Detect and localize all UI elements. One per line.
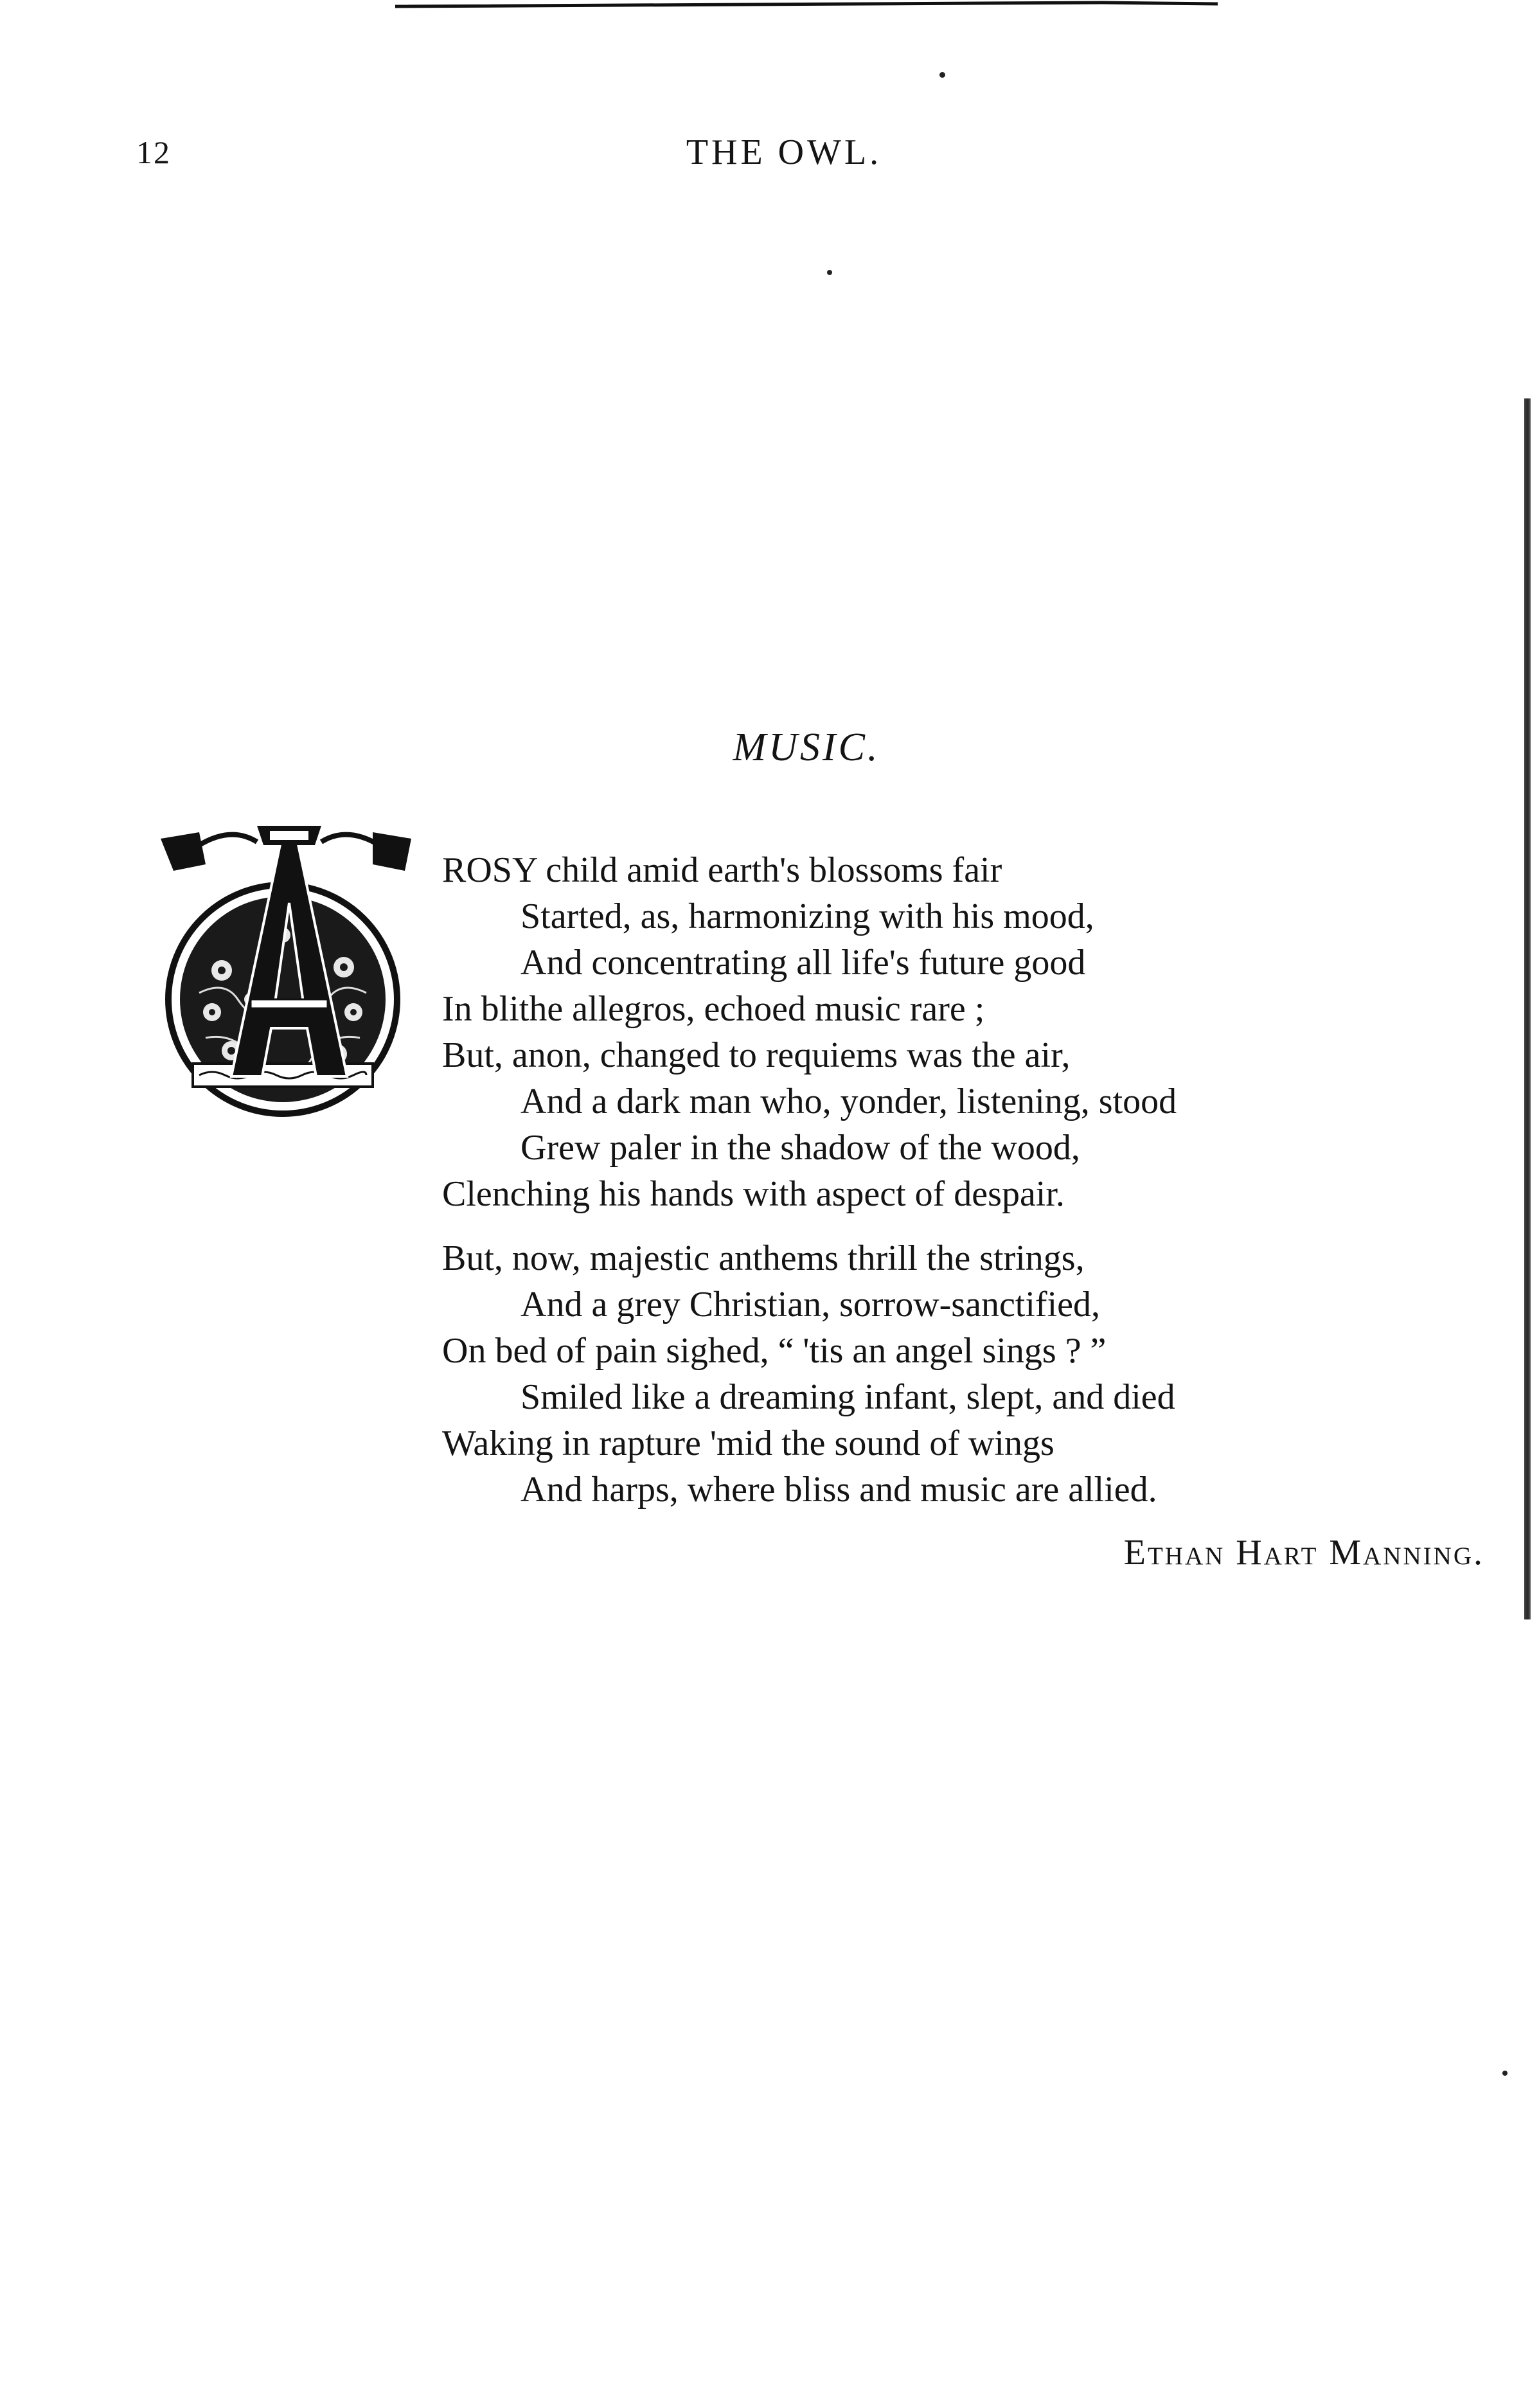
scan-speck (939, 72, 945, 78)
poem-line: And a grey Christian, sorrow-sanctified, (520, 1285, 1100, 1324)
poem-line: And concentrating all life's future good (520, 943, 1086, 983)
running-head: THE OWL. (686, 132, 882, 172)
poem-line: Clenching his hands with aspect of despair. (442, 1174, 1065, 1214)
poem-line: But, now, majestic anthems thrill the strings, (442, 1238, 1085, 1278)
page-number: 12 (136, 134, 171, 170)
page-edge-shadow (1524, 398, 1531, 1619)
top-rule (395, 0, 1218, 9)
stanza-break (442, 1217, 1522, 1235)
poem-line: And harps, where bliss and music are allied. (520, 1470, 1157, 1510)
poem-line: In blithe allegros, echoed music rare ; (442, 989, 985, 1029)
poem-title: MUSIC. (733, 726, 880, 769)
poem-line: On bed of pain sighed, “ 'tis an angel sings ? ” (442, 1331, 1107, 1371)
poem-line: Smiled like a dreaming infant, slept, and died (520, 1377, 1175, 1417)
poem-line: Grew paler in the shadow of the wood, (520, 1128, 1080, 1168)
ornamental-drop-cap-icon (154, 807, 424, 1141)
poem-line: Started, as, harmonizing with his mood, (520, 896, 1094, 936)
poem-line: And a dark man who, yonder, listening, stood (520, 1082, 1177, 1121)
poem-line: ROSY child amid earth's blossoms fair (442, 850, 1002, 890)
scan-speck (1502, 2071, 1508, 2076)
poem-body (442, 847, 1522, 1513)
poem-line: But, anon, changed to requiems was the air, (442, 1035, 1071, 1075)
author-signature: Ethan Hart Manning. (1123, 1533, 1484, 1573)
scan-speck (827, 270, 832, 275)
poem-line: Waking in rapture 'mid the sound of wings (442, 1423, 1054, 1463)
